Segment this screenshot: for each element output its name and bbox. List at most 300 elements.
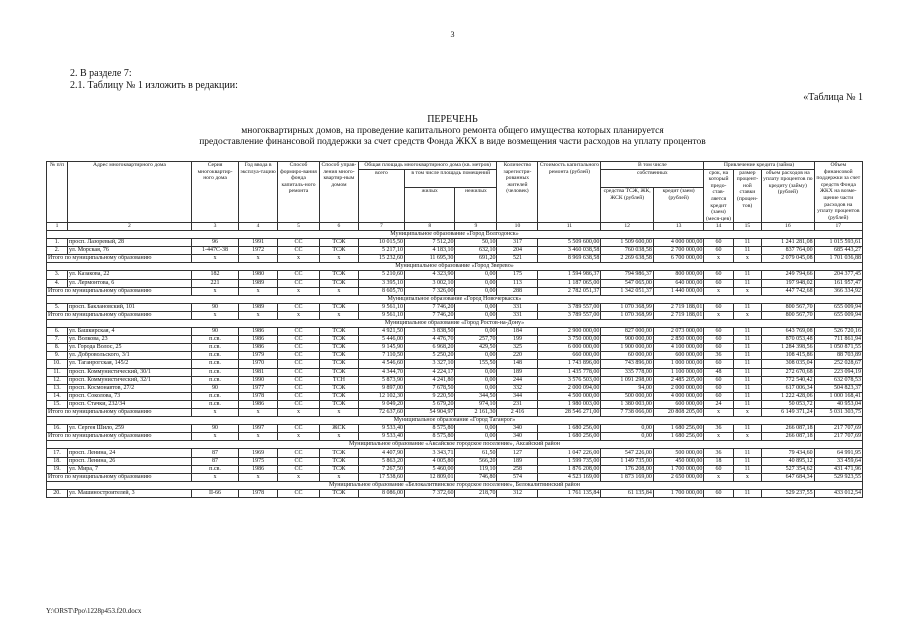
table-cell: 1 380 003,00 bbox=[601, 400, 654, 408]
table-cell: x bbox=[278, 255, 320, 263]
table-row bbox=[47, 360, 863, 368]
address-cell: просп. Ленина, 24 bbox=[68, 449, 192, 457]
table-cell: x bbox=[320, 311, 359, 319]
table-cell: x bbox=[704, 473, 733, 481]
table-cell: 176 208,00 bbox=[601, 465, 654, 473]
table-cell: 9 561,10 bbox=[358, 311, 404, 319]
table-cell: 450 000,00 bbox=[653, 457, 703, 465]
table-cell: СС bbox=[278, 425, 320, 433]
table-cell: 221 bbox=[191, 279, 238, 287]
header-fund-volume: Объем финансовой поддержки за счет средств Фонда ЖКХ на возме-щение части расходов на уплату процентов (рублей) bbox=[814, 162, 862, 223]
column-number: 7 bbox=[358, 223, 404, 231]
table-cell: 11 bbox=[733, 352, 761, 360]
table-cell: x bbox=[191, 311, 238, 319]
table-cell: 20. bbox=[47, 489, 68, 497]
municipality-row bbox=[47, 441, 863, 449]
table-cell: 60 bbox=[704, 239, 733, 247]
table-cell: 3 002,10 bbox=[405, 279, 455, 287]
table-cell: x bbox=[320, 287, 359, 295]
table-cell: 2 719 188,01 bbox=[653, 303, 703, 311]
table-cell: 11 bbox=[733, 303, 761, 311]
table-cell: 4. bbox=[47, 279, 68, 287]
table-cell: 108 415,86 bbox=[762, 352, 815, 360]
table-cell: 1978 bbox=[239, 489, 278, 497]
table-cell: 11 bbox=[733, 279, 761, 287]
table-cell: 5 031 303,75 bbox=[814, 409, 862, 417]
table-cell: 1 149 735,00 bbox=[601, 457, 654, 465]
table-cell: 1 000 168,41 bbox=[814, 392, 862, 400]
table-cell: x bbox=[239, 311, 278, 319]
table-cell: 1 980 003,00 bbox=[538, 400, 601, 408]
subtotal-label: Итого по муниципальному образованию bbox=[47, 311, 192, 319]
table-cell: 660 000,00 bbox=[538, 352, 601, 360]
page-number: 3 bbox=[450, 30, 455, 39]
table-cell: 19. bbox=[47, 465, 68, 473]
subtotal-row bbox=[47, 287, 863, 295]
table-cell: 1 440 000,00 bbox=[653, 287, 703, 295]
table-cell: 2 719 188,01 bbox=[653, 311, 703, 319]
table-cell: 429,50 bbox=[455, 344, 497, 352]
table-cell: 1 900 000,00 bbox=[601, 344, 654, 352]
table-cell: 529 237,55 bbox=[762, 489, 815, 497]
table-cell: 0,00 bbox=[455, 271, 497, 279]
table-cell: СС bbox=[278, 303, 320, 311]
table-cell: 4 921,50 bbox=[358, 328, 404, 336]
address-cell: ул. Добровольского, 3/1 bbox=[68, 352, 192, 360]
table-cell: x bbox=[704, 255, 733, 263]
column-number: 9 bbox=[455, 223, 497, 231]
table-cell: 1991 bbox=[239, 239, 278, 247]
table-cell: 5 863,20 bbox=[358, 457, 404, 465]
table-cell: 0,00 bbox=[455, 368, 497, 376]
table-cell: 500 000,00 bbox=[601, 392, 654, 400]
table-cell: 743 896,00 bbox=[601, 360, 654, 368]
table-cell: 4 476,70 bbox=[405, 336, 455, 344]
table-cell: 1 342 051,37 bbox=[601, 287, 654, 295]
table-cell: x bbox=[733, 255, 761, 263]
table-cell: п.св. bbox=[191, 360, 238, 368]
table-cell: 61 135,84 bbox=[601, 489, 654, 497]
header-residents: Количество зарегистри-рованных жителей (человек) bbox=[497, 162, 538, 223]
table-cell: 60 bbox=[704, 247, 733, 255]
header-area-total: всего bbox=[358, 169, 404, 223]
municipality-row bbox=[47, 230, 863, 238]
table-cell: 3. bbox=[47, 271, 68, 279]
table-cell: 5. bbox=[47, 303, 68, 311]
table-cell: x bbox=[704, 409, 733, 417]
table-cell: 15. bbox=[47, 400, 68, 408]
table-row bbox=[47, 489, 863, 497]
table-cell: 61,50 bbox=[455, 449, 497, 457]
table-cell: ТСЖ bbox=[320, 465, 359, 473]
table-cell: x bbox=[239, 473, 278, 481]
table-cell: 1 743 896,00 bbox=[538, 360, 601, 368]
table-cell: 433 012,54 bbox=[814, 489, 862, 497]
table-cell: 3 395,10 bbox=[358, 279, 404, 287]
table-cell: СС bbox=[278, 336, 320, 344]
table-cell: 60 bbox=[704, 336, 733, 344]
table-cell: 189 bbox=[497, 457, 538, 465]
table-cell: 2 000 094,00 bbox=[538, 384, 601, 392]
table-row bbox=[47, 344, 863, 352]
table-cell: 272 670,68 bbox=[762, 368, 815, 376]
table-cell: 288 bbox=[497, 287, 538, 295]
table-cell: x bbox=[239, 287, 278, 295]
table-cell: 4 000 000,00 bbox=[653, 392, 703, 400]
table-cell: 204 377,45 bbox=[814, 271, 862, 279]
table-cell: 632,10 bbox=[455, 247, 497, 255]
table-cell: 643 769,08 bbox=[762, 328, 815, 336]
table-cell: ЖСК bbox=[320, 425, 359, 433]
table-cell: 1979 bbox=[239, 352, 278, 360]
municipality-row bbox=[47, 295, 863, 303]
table-cell: ТСЖ bbox=[320, 336, 359, 344]
table-cell: 12 809,01 bbox=[405, 473, 455, 481]
table-cell: 11 bbox=[733, 400, 761, 408]
table-cell: 800 567,70 bbox=[762, 311, 815, 319]
table-cell: ТСЖ bbox=[320, 247, 359, 255]
table-row bbox=[47, 247, 863, 255]
header-fund-method: Способ формиро-вания фонда капиталь-ного ремонта bbox=[278, 162, 320, 223]
column-number: 3 bbox=[191, 223, 238, 231]
table-cell: 1 015 593,61 bbox=[814, 239, 862, 247]
table-row bbox=[47, 465, 863, 473]
table-cell: 500 000,00 bbox=[653, 449, 703, 457]
table-cell: 1 761 135,84 bbox=[538, 489, 601, 497]
column-number: 16 bbox=[762, 223, 815, 231]
subtotal-row bbox=[47, 311, 863, 319]
table-cell: x bbox=[320, 473, 359, 481]
table-cell: СС bbox=[278, 360, 320, 368]
table-cell: 1 876 208,00 bbox=[538, 465, 601, 473]
table-cell: 9 897,00 bbox=[358, 384, 404, 392]
table-cell: 60 bbox=[704, 384, 733, 392]
table-cell: 1 241 281,08 bbox=[762, 239, 815, 247]
table-row bbox=[47, 271, 863, 279]
table-cell: ТСН bbox=[320, 376, 359, 384]
header-incl-group: В том числе bbox=[601, 162, 704, 170]
table-cell: 1 091 298,00 bbox=[601, 376, 654, 384]
column-number: 1 bbox=[47, 223, 68, 231]
table-cell: 711 861,94 bbox=[814, 336, 862, 344]
table-cell: 249 794,66 bbox=[762, 271, 815, 279]
table-cell: 5 250,20 bbox=[405, 352, 455, 360]
table-cell: 340 bbox=[497, 433, 538, 441]
table-cell: 204 bbox=[497, 247, 538, 255]
table-cell: 1 873 169,00 bbox=[601, 473, 654, 481]
table-cell: 184 bbox=[497, 328, 538, 336]
table-cell: 1 050 871,55 bbox=[814, 344, 862, 352]
table-row bbox=[47, 328, 863, 336]
address-cell: ул. Сергея Шило, 259 bbox=[68, 425, 192, 433]
table-cell: 3 460 038,58 bbox=[538, 247, 601, 255]
table-cell: 266 087,18 bbox=[762, 433, 815, 441]
address-cell: просп. Космонавтов, 27/2 bbox=[68, 384, 192, 392]
address-cell: ул. Волкова, 23 bbox=[68, 336, 192, 344]
subtotal-label: Итого по муниципальному образованию bbox=[47, 255, 192, 263]
table-cell: 28 546 271,00 bbox=[538, 409, 601, 417]
subtotal-label: Итого по муниципальному образованию bbox=[47, 433, 192, 441]
table-cell: 252 028,67 bbox=[814, 360, 862, 368]
table-cell: 11 bbox=[733, 368, 761, 376]
table-cell: 4 407,90 bbox=[358, 449, 404, 457]
table-cell: 2 000 000,00 bbox=[653, 384, 703, 392]
table-cell: 11. bbox=[47, 368, 68, 376]
table-cell: 827 000,00 bbox=[601, 328, 654, 336]
table-cell: 9 049,20 bbox=[358, 400, 404, 408]
document-heading: ПЕРЕЧЕНЬ bbox=[427, 114, 478, 125]
table-cell: x bbox=[733, 473, 761, 481]
subtotal-row bbox=[47, 255, 863, 263]
address-cell: просп. Лазоревый, 28 bbox=[68, 239, 192, 247]
municipality-name: Муниципальное образование «Аксайское городское поселение», Аксайский район bbox=[47, 441, 863, 449]
table-cell: 600 000,00 bbox=[653, 400, 703, 408]
table-body bbox=[47, 230, 863, 497]
table-cell: 1977 bbox=[239, 384, 278, 392]
table-cell: СС bbox=[278, 368, 320, 376]
subtotal-row bbox=[47, 409, 863, 417]
table-cell: 527 354,62 bbox=[762, 465, 815, 473]
table-cell: 566,20 bbox=[455, 457, 497, 465]
table-cell: 4 000 000,00 bbox=[653, 239, 703, 247]
table-cell: x bbox=[191, 409, 238, 417]
table-cell: 60 bbox=[704, 303, 733, 311]
table-cell: 0,00 bbox=[455, 311, 497, 319]
table-cell: 1986 bbox=[239, 465, 278, 473]
table-cell: 366 334,92 bbox=[814, 287, 862, 295]
table-cell: 2 900 000,00 bbox=[538, 328, 601, 336]
table-cell: 60 000,00 bbox=[601, 352, 654, 360]
table-cell: 12. bbox=[47, 376, 68, 384]
table-cell: 33 459,64 bbox=[814, 457, 862, 465]
address-cell: ул. Казакова, 22 bbox=[68, 271, 192, 279]
table-cell: СС bbox=[278, 400, 320, 408]
table-cell: СС bbox=[278, 465, 320, 473]
table-cell: 325 bbox=[497, 344, 538, 352]
municipality-name: Муниципальное образование «Город Волгодонск» bbox=[47, 230, 863, 238]
table-cell: 617 006,34 bbox=[762, 384, 815, 392]
table-cell: СС bbox=[278, 489, 320, 497]
table-cell: 10 015,50 bbox=[358, 239, 404, 247]
table-cell: 526 720,16 bbox=[814, 328, 862, 336]
table-cell: ТСЖ bbox=[320, 489, 359, 497]
header-rate: размер процент-ной ставки (процен-тов) bbox=[733, 169, 761, 223]
table-cell: 1 700 000,00 bbox=[653, 489, 703, 497]
table-row bbox=[47, 239, 863, 247]
table-cell: п.св. bbox=[191, 344, 238, 352]
table-cell: x bbox=[278, 409, 320, 417]
column-number: 11 bbox=[538, 223, 601, 231]
table-cell: ТСЖ bbox=[320, 239, 359, 247]
table-cell: 0,00 bbox=[455, 279, 497, 287]
table-cell: СС bbox=[278, 344, 320, 352]
address-cell: ул. Башкирская, 4 bbox=[68, 328, 192, 336]
table-cell: 0,00 bbox=[455, 352, 497, 360]
table-cell: 11 bbox=[733, 247, 761, 255]
table-cell: 7 746,20 bbox=[405, 303, 455, 311]
table-cell: 317 bbox=[497, 239, 538, 247]
table-cell: 1 680 256,00 bbox=[538, 425, 601, 433]
table-cell: ТСЖ bbox=[320, 457, 359, 465]
table-cell: п.св. bbox=[191, 368, 238, 376]
table-cell: 9 145,90 bbox=[358, 344, 404, 352]
table-cell: СС bbox=[278, 279, 320, 287]
municipality-row bbox=[47, 263, 863, 271]
table-cell: 11 bbox=[733, 360, 761, 368]
header-area-group: Общая площадь многоквартирного дома (кв. метров) bbox=[358, 162, 497, 170]
table-cell: 11 bbox=[733, 425, 761, 433]
table-row bbox=[47, 392, 863, 400]
table-cell: 1 070 368,99 bbox=[601, 311, 654, 319]
table-cell: x bbox=[278, 433, 320, 441]
table-cell: 9 533,40 bbox=[358, 425, 404, 433]
table-cell: 685 443,27 bbox=[814, 247, 862, 255]
table-cell: 1972 bbox=[239, 247, 278, 255]
table-cell: 217 707,69 bbox=[814, 433, 862, 441]
table-cell: 344 bbox=[497, 392, 538, 400]
table-cell: 4 100 000,00 bbox=[653, 344, 703, 352]
table-cell: 3 838,50 bbox=[405, 328, 455, 336]
table-cell: 113 bbox=[497, 279, 538, 287]
table-cell: 1997 bbox=[239, 425, 278, 433]
column-number: 5 bbox=[278, 223, 320, 231]
municipality-name: Муниципальное образование «Город Таганрог» bbox=[47, 417, 863, 425]
table-cell: 18 bbox=[704, 457, 733, 465]
table-cell: 1989 bbox=[239, 303, 278, 311]
table-cell: 870 053,48 bbox=[762, 336, 815, 344]
table-cell: 529 923,55 bbox=[814, 473, 862, 481]
table-row bbox=[47, 368, 863, 376]
document-subtitle-1: многоквартирных домов, на проведение капитального ремонта общего имущества которых планируется bbox=[241, 126, 664, 136]
table-cell: 1 599 735,00 bbox=[538, 457, 601, 465]
column-number: 13 bbox=[653, 223, 703, 231]
header-area-nonresidential: нежилых bbox=[455, 188, 497, 223]
table-cell: 332 bbox=[497, 384, 538, 392]
table-cell: 746,80 bbox=[455, 473, 497, 481]
table-cell: 4 183,10 bbox=[405, 247, 455, 255]
table-cell: п.св. bbox=[191, 392, 238, 400]
table-cell: 50 053,72 bbox=[762, 400, 815, 408]
table-cell: 6. bbox=[47, 328, 68, 336]
column-numbers-row bbox=[47, 223, 863, 231]
table-cell: 90 bbox=[191, 384, 238, 392]
table-cell: x bbox=[278, 473, 320, 481]
table-cell: x bbox=[239, 433, 278, 441]
table-cell: 504 823,37 bbox=[814, 384, 862, 392]
table-cell: 257,70 bbox=[455, 336, 497, 344]
table-cell: 1978 bbox=[239, 392, 278, 400]
table-cell: 308 035,04 bbox=[762, 360, 815, 368]
table-cell: 344,50 bbox=[455, 392, 497, 400]
table-cell: 4 500 000,00 bbox=[538, 392, 601, 400]
table-cell: 60 bbox=[704, 279, 733, 287]
table-cell: x bbox=[191, 255, 238, 263]
table-cell: 431 471,96 bbox=[814, 465, 862, 473]
table-cell: 60 bbox=[704, 392, 733, 400]
table-cell: 2 650 000,00 bbox=[653, 473, 703, 481]
table-cell: ТСЖ bbox=[320, 279, 359, 287]
table-cell: 5 217,10 bbox=[358, 247, 404, 255]
table-cell: 87 bbox=[191, 457, 238, 465]
table-cell: 12 102,30 bbox=[358, 392, 404, 400]
table-cell: 1 070 368,99 bbox=[601, 303, 654, 311]
table-cell: 1 000 000,00 bbox=[653, 360, 703, 368]
header-term: срок, на который предо-став-ляется кредит (заем) (меся-цев) bbox=[704, 169, 733, 223]
table-cell: 161 957,47 bbox=[814, 279, 862, 287]
table-cell: x bbox=[191, 287, 238, 295]
table-cell: 8 086,00 bbox=[358, 489, 404, 497]
table-cell: 182 bbox=[191, 271, 238, 279]
table-row bbox=[47, 336, 863, 344]
table-cell: 1970 bbox=[239, 360, 278, 368]
table-cell: 691,20 bbox=[455, 255, 497, 263]
table-cell: 1-447С-38 bbox=[191, 247, 238, 255]
table-cell: 11 bbox=[733, 271, 761, 279]
table-cell: 14. bbox=[47, 392, 68, 400]
table-cell: 7. bbox=[47, 336, 68, 344]
table-cell: 0,00 bbox=[455, 384, 497, 392]
table-cell: 36 bbox=[704, 425, 733, 433]
table-cell: 655 009,94 bbox=[814, 311, 862, 319]
table-cell: 9 561,10 bbox=[358, 303, 404, 311]
table-cell: 15 232,60 bbox=[358, 255, 404, 263]
header-own-tsj: средства ТСЖ, ЖК, ЖСК (рублей) bbox=[601, 188, 654, 223]
table-cell: 7 738 066,00 bbox=[601, 409, 654, 417]
table-cell: 1969 bbox=[239, 449, 278, 457]
table-label: «Таблица № 1 bbox=[803, 92, 863, 103]
table-cell: 1981 bbox=[239, 368, 278, 376]
table-cell: 335 778,00 bbox=[601, 368, 654, 376]
municipality-name: Муниципальное образование «Город Новочеркасск» bbox=[47, 295, 863, 303]
table-cell: x bbox=[733, 433, 761, 441]
table-cell: x bbox=[320, 409, 359, 417]
table-cell: 331 bbox=[497, 303, 538, 311]
table-cell: 837 764,00 bbox=[762, 247, 815, 255]
table-cell: п.св. bbox=[191, 376, 238, 384]
table-cell: п.св. bbox=[191, 465, 238, 473]
table-cell: 0,00 bbox=[455, 425, 497, 433]
table-row bbox=[47, 457, 863, 465]
table-cell: 521 bbox=[497, 255, 538, 263]
table-cell: 0,00 bbox=[455, 303, 497, 311]
table-cell: 4 523 169,00 bbox=[538, 473, 601, 481]
table-cell: 127 bbox=[497, 449, 538, 457]
table-cell: 0,00 bbox=[455, 433, 497, 441]
table-cell: 8 575,80 bbox=[405, 433, 455, 441]
table-cell: 7 678,50 bbox=[405, 384, 455, 392]
address-cell: просп. Стачки, 232/34 bbox=[68, 400, 192, 408]
table-cell: 640 000,00 bbox=[653, 279, 703, 287]
table-cell: 547 226,00 bbox=[601, 449, 654, 457]
table-cell: 1986 bbox=[239, 400, 278, 408]
table-cell: 4 005,80 bbox=[405, 457, 455, 465]
table-cell: 5 679,20 bbox=[405, 400, 455, 408]
table-cell: 2 850 000,00 bbox=[653, 336, 703, 344]
table-cell: 220 bbox=[497, 352, 538, 360]
table-cell: 9 220,50 bbox=[405, 392, 455, 400]
table-cell: 5 509 600,00 bbox=[538, 239, 601, 247]
table-cell: 340 bbox=[497, 425, 538, 433]
table-cell: ТСЖ bbox=[320, 400, 359, 408]
municipality-row bbox=[47, 417, 863, 425]
table-cell: 1 435 778,00 bbox=[538, 368, 601, 376]
table-cell: II-66 bbox=[191, 489, 238, 497]
table-cell: 11 bbox=[733, 489, 761, 497]
municipality-name: Муниципальное образование «Город Зверево» bbox=[47, 263, 863, 271]
table-cell: 3 576 503,00 bbox=[538, 376, 601, 384]
table-cell: ТСЖ bbox=[320, 303, 359, 311]
footer-file-path: Y:\ORST\Ppo\1228p453.f20.docx bbox=[46, 607, 142, 615]
